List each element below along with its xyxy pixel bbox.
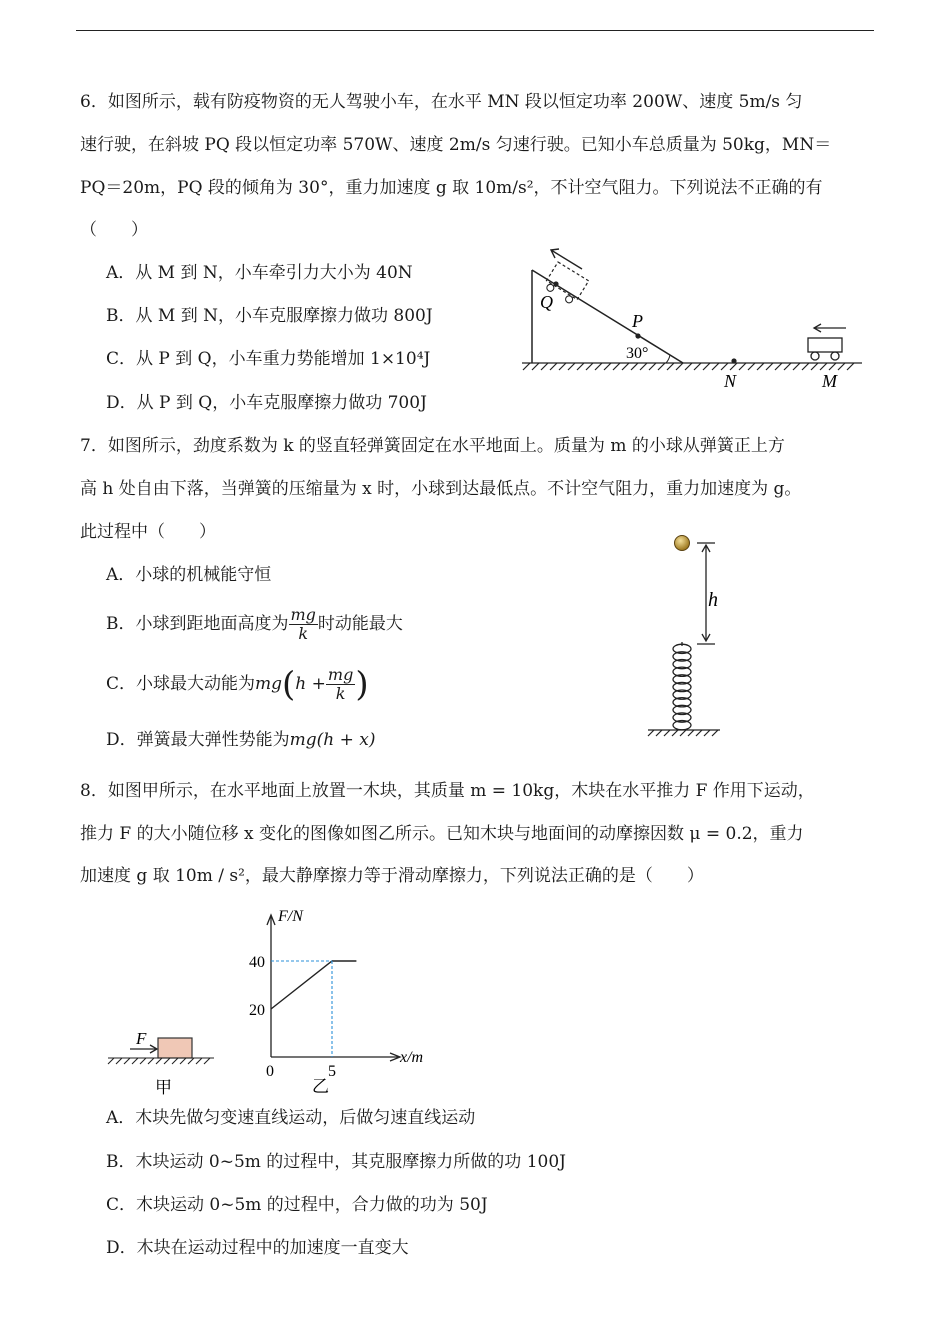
q7-spring-figure (640, 528, 740, 748)
q7-option-c-mg: mg (255, 674, 283, 694)
ground-hatching (108, 1058, 214, 1064)
hatch-line (739, 363, 746, 370)
axes (267, 915, 400, 1061)
hatch-line (688, 730, 694, 736)
point-q (553, 281, 558, 286)
hatch-line (648, 730, 654, 736)
hatch-line (784, 363, 791, 370)
left-paren: ( (282, 664, 296, 705)
q8-block-figure (100, 1020, 230, 1100)
q7-option-b-suffix: 时动能最大 (317, 614, 403, 634)
top-rule (76, 30, 874, 31)
q8-option-a[interactable]: A．木块先做匀变速直线运动，后做匀速直线运动 (106, 1108, 476, 1128)
point-p (635, 333, 640, 338)
hatch-line (667, 363, 674, 370)
q7-stem-line-1: 7．如图所示，劲度系数为 k 的竖直轻弹簧固定在水平地面上。质量为 m 的小球从弹簧正上方 (80, 436, 785, 456)
y-axis-label: F/N (278, 908, 303, 925)
hatch-line (568, 363, 575, 370)
q7-stem-line-2: 高 h 处自由下落，当弹簧的压缩量为 x 时，小球到达最低点。不计空气阻力，重力加速度为 g。 (80, 479, 802, 499)
y-tick-label: 20 (249, 1002, 265, 1019)
hatch-line (172, 1058, 178, 1064)
hatch-line (703, 363, 710, 370)
q8-option-d[interactable]: D．木块在运动过程中的加速度一直变大 (106, 1238, 409, 1258)
hatch-line (116, 1058, 122, 1064)
hatch-line (622, 363, 629, 370)
hatch-line (148, 1058, 154, 1064)
y-tick-label: 40 (249, 954, 265, 971)
ground-hatching (522, 363, 862, 370)
q6-option-a[interactable]: A．从 M 到 N，小车牵引力大小为 40N (106, 263, 413, 283)
hatch-line (712, 730, 718, 736)
hatch-line (847, 363, 854, 370)
hatch-line (188, 1058, 194, 1064)
hatch-line (766, 363, 773, 370)
q7-option-b-text: B．小球到距地面高度为 (106, 614, 289, 634)
q7-option-b-fraction (289, 606, 318, 643)
q7-option-c[interactable] (106, 662, 369, 707)
label-q: Q (540, 292, 553, 312)
q8-force-graph (240, 905, 440, 1100)
hatch-line (108, 1058, 114, 1064)
hatch-line (775, 363, 782, 370)
fraction-numerator: mg (327, 665, 354, 684)
q8-stem-line-3: 加速度 g 取 10m / s²，最大静摩擦力等于滑动摩擦力，下列说法正确的是（ ） (80, 866, 704, 886)
label-m: M (822, 371, 837, 391)
q6-stem-line-2: 速行驶，在斜坡 PQ 段以恒定功率 570W、速度 2m/s 匀速行驶。已知小车总质量为 50kg，MN＝ (80, 135, 832, 155)
label-force-f: F (136, 1029, 147, 1048)
hatch-line (712, 363, 719, 370)
hatch-line (748, 363, 755, 370)
ball (675, 536, 690, 551)
hatch-line (664, 730, 670, 736)
spring (673, 642, 691, 730)
wood-block (158, 1038, 192, 1058)
q6-option-b[interactable]: B．从 M 到 N，小车克服摩擦力做功 800J (106, 306, 433, 326)
q6-answer-blank: （ ） (80, 220, 148, 240)
hatch-line (694, 363, 701, 370)
hatch-line (672, 730, 678, 736)
right-paren: ) (355, 664, 369, 705)
q7-option-c-fraction (326, 666, 355, 703)
hatch-line (704, 730, 710, 736)
hatch-line (577, 363, 584, 370)
q7-option-c-text: C．小球最大动能为 (106, 674, 256, 694)
hatch-line (156, 1058, 162, 1064)
hatch-line (696, 730, 702, 736)
q7-option-c-h: h + (295, 674, 326, 694)
q8-stem-line-2: 推力 F 的大小随位移 x 变化的图像如图乙所示。已知木块与地面间的动摩擦因数 μ = 0.2，重力 (80, 824, 804, 844)
hatch-line (793, 363, 800, 370)
q7-option-d-expr: mg(h + x) (289, 730, 376, 750)
caption-jia: 甲 (155, 1078, 172, 1097)
hatch-line (676, 363, 683, 370)
origin-label: 0 (266, 1063, 274, 1080)
cart-on-ground (808, 324, 846, 360)
q8-option-b[interactable]: B．木块运动 0~5m 的过程中，其克服摩擦力所做的功 100J (106, 1152, 566, 1172)
hatch-line (541, 363, 548, 370)
q6-stem-line-3: PQ＝20m，PQ 段的倾角为 30°，重力加速度 g 取 10m/s²，不计空气阻力。下列说法不正确的有 (80, 178, 823, 198)
hatch-line (820, 363, 827, 370)
q7-stem-line-3: 此过程中（ ） (80, 522, 216, 542)
hatch-line (649, 363, 656, 370)
hatch-line (523, 363, 530, 370)
hatch-line (811, 363, 818, 370)
hatch-line (586, 363, 593, 370)
fraction-denominator: k (335, 684, 346, 703)
hatch-line (680, 730, 686, 736)
q7-option-d[interactable] (106, 728, 376, 752)
q8-option-c[interactable]: C．木块运动 0~5m 的过程中，合力做的功为 50J (106, 1195, 488, 1215)
q6-incline-figure (510, 240, 870, 395)
angle-arc (666, 355, 670, 363)
q7-option-b[interactable] (106, 604, 403, 644)
q6-stem-line-1: 6．如图所示，载有防疫物资的无人驾驶小车，在水平 MN 段以恒定功率 200W、速度 5m/s 匀 (80, 92, 803, 112)
hatch-line (164, 1058, 170, 1064)
hatch-line (802, 363, 809, 370)
hatch-line (640, 363, 647, 370)
hatch-line (124, 1058, 130, 1064)
label-h: h (708, 589, 718, 611)
q6-option-d[interactable]: D．从 P 到 Q，小车克服摩擦力做功 700J (106, 393, 427, 413)
fraction-denominator: k (298, 624, 309, 643)
hatch-line (658, 363, 665, 370)
q6-option-c[interactable]: C．从 P 到 Q，小车重力势能增加 1×10⁴J (106, 349, 431, 369)
hatch-line (132, 1058, 138, 1064)
label-p: P (632, 311, 643, 331)
floor-hatching (648, 730, 720, 736)
q7-option-d-text: D．弹簧最大弹性势能为 (106, 730, 290, 750)
hatch-line (613, 363, 620, 370)
hatch-line (204, 1058, 210, 1064)
hatch-line (656, 730, 662, 736)
hatch-line (838, 363, 845, 370)
force-series-line (271, 961, 356, 1009)
hatch-line (829, 363, 836, 370)
hatch-line (180, 1058, 186, 1064)
hatch-line (631, 363, 638, 370)
hatch-line (604, 363, 611, 370)
hatch-line (196, 1058, 202, 1064)
hatch-line (140, 1058, 146, 1064)
hatch-line (730, 363, 737, 370)
hatch-line (550, 363, 557, 370)
point-n (731, 358, 736, 363)
hatch-line (685, 363, 692, 370)
hatch-line (532, 363, 539, 370)
x-tick-label: 5 (328, 1063, 336, 1080)
label-n: N (724, 371, 737, 391)
label-angle: 30° (626, 345, 649, 362)
hatch-line (721, 363, 728, 370)
hatch-line (757, 363, 764, 370)
q7-option-a[interactable]: A．小球的机械能守恒 (106, 565, 272, 585)
x-axis-label: x/m (400, 1049, 424, 1066)
q8-stem-line-1: 8．如图甲所示，在水平地面上放置一木块，其质量 m = 10kg，木块在水平推力 F 作用下运动， (80, 781, 815, 801)
caption-yi: 乙 (312, 1077, 329, 1096)
hatch-line (559, 363, 566, 370)
fraction-numerator: mg (290, 605, 316, 624)
hatch-line (595, 363, 602, 370)
